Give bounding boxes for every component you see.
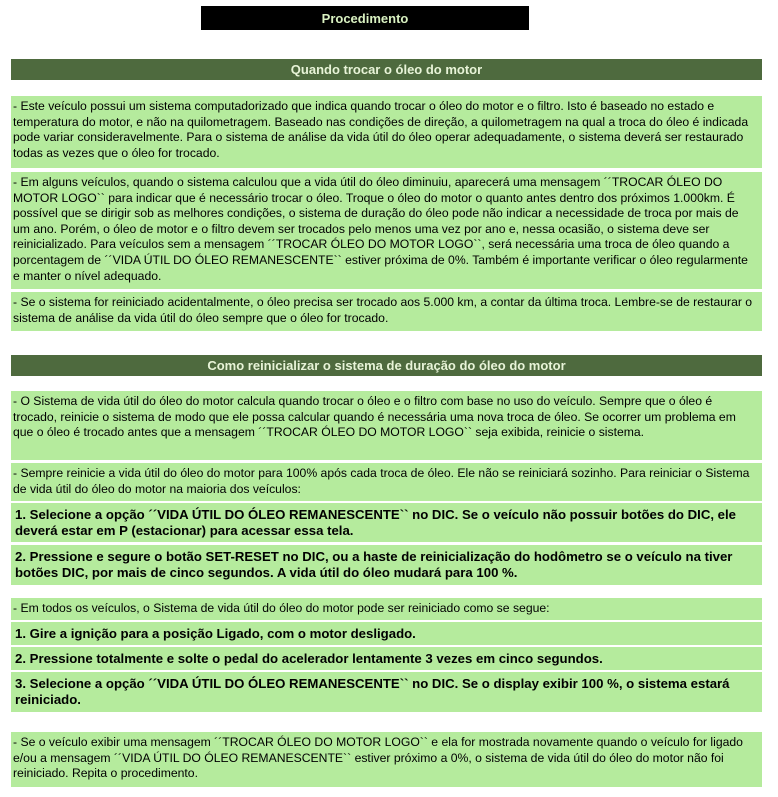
paragraph-reset-after-change: - Sempre reinicie a vida útil do óleo do motor para 100% após cada troca de óleo. Ele não se reiniciará sozinho. Para reiniciar o Sistema de vida útil do óleo do motor na maioria dos veículos: xyxy=(11,463,762,501)
step-select-option-dic: 1. Selecione a opção ´´VIDA ÚTIL DO ÓLEO REMANESCENTE`` no DIC. Se o veículo não possuir botões do DIC, ele deverá estar em P (estacionar) para acessar essa tela. xyxy=(11,503,762,542)
page-title: Procedimento xyxy=(201,6,529,30)
step-press-set-reset: 2. Pressione e segure o botão SET-RESET no DIC, ou a haste de reinicialização do hodômetro se o veículo na tiver botões DIC, por mais de cinco segundos. A vida útil do óleo mudará para 100 %. xyxy=(11,545,762,585)
paragraph-accidental-reset: - Se o sistema for reiniciado acidentalmente, o óleo precisa ser trocado aos 5.000 km, a contar da última troca. Lembre-se de restaurar o sistema de análise da vida útil do óleo sempre que o óleo for trocado. xyxy=(11,292,762,331)
paragraph-change-oil-soon-message: - Em alguns veículos, quando o sistema calculou que a vida útil do óleo diminuiu, aparecerá uma mensagem ´´TROCAR ÓLEO DO MOTOR LOGO`` para indicar que é necessário trocar o óleo. Troque o óleo do motor o quanto antes dentro dos próximos 1.000km. É possível que se dirigir sob as melhores condições, o sistema de duração do óleo pode não indicar a necessidade de troca por mais de um ano. Porém, o óleo de motor e o filtro devem ser trocados pelo menos uma vez por ano e, nessa ocasião, o sistema deve ser reinicializado. Para veículos sem a mensagem ´´TROCAR ÓLEO DO MOTOR LOGO``, será necessária uma troca de óleo quando a porcentagem de ´´VIDA ÚTIL DO ÓLEO REMANESCENTE`` estiver próxima de 0%. Também é importante verificar o óleo regularmente e manter o nível adequado. xyxy=(11,172,762,289)
step-turn-ignition-on: 1. Gire a ignição para a posição Ligado, com o motor desligado. xyxy=(11,622,762,645)
section-header-when-to-change: Quando trocar o óleo do motor xyxy=(11,59,762,80)
paragraph-reset-overview: - O Sistema de vida útil do óleo do motor calcula quando trocar o óleo e o filtro com base no uso do veículo. Sempre que o óleo é trocado, reinicie o sistema de modo que ele possa calcular quando é necessária uma nova troca de óleo. Se ocorrer um problema em que o óleo é trocado antes que a mensagem ´´TROCAR ÓLEO DO MOTOR LOGO`` seja exibida, reinicie o sistema. xyxy=(11,391,762,460)
section-header-how-to-reset: Como reinicializar o sistema de duração do óleo do motor xyxy=(11,355,762,376)
step-select-option-verify: 3. Selecione a opção ´´VIDA ÚTIL DO ÓLEO REMANESCENTE`` no DIC. Se o display exibir 100 %, o sistema estará reiniciado. xyxy=(11,672,762,712)
paragraph-all-vehicles-reset: - Em todos os veículos, o Sistema de vida útil do óleo do motor pode ser reiniciado como se segue: xyxy=(11,598,762,620)
step-press-accelerator: 2. Pressione totalmente e solte o pedal do acelerador lentamente 3 vezes em cinco segundos. xyxy=(11,647,762,670)
paragraph-repeat-procedure: - Se o veículo exibir uma mensagem ´´TROCAR ÓLEO DO MOTOR LOGO`` e ela for mostrada novamente quando o veículo for ligado e/ou a mensagem ´´VIDA ÚTIL DO ÓLEO REMANESCENTE`` estiver próximo a 0%, o sistema de vida útil do óleo do motor não foi reiniciado. Repita o procedimento. xyxy=(11,732,762,787)
paragraph-oil-life-system-intro: - Este veículo possui um sistema computadorizado que indica quando trocar o óleo do motor e o filtro. Isto é baseado no estado e temperatura do motor, e não na quilometragem. Baseado nas condições de direção, a quilometragem na qual a troca do óleo é indicada pode variar consideravelmente. Para o sistema de análise da vida útil do óleo operar adequadamente, o sistema deverá ser restaurado todas as vezes que o óleo for trocado. xyxy=(11,96,762,168)
